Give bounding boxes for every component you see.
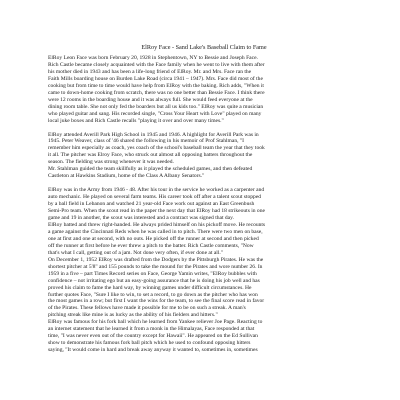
text-line: 1945. Peter Weaver, class of '46 shared the following in his memoir of Prof Stahlman, "I xyxy=(48,138,244,145)
text-line: ElRoy was famous for his fork ball which he learned from Yankee reliever Joe Page. Reacting to xyxy=(48,319,263,326)
document-body xyxy=(48,55,360,354)
text-line: his mother died in 1943 and has been a life-long friend of ElRoy. Mr. and Mrs. Face ran the xyxy=(48,68,252,75)
text-line: Semi-Pro team. When the scout read in the paper the next day that ElRoy had 18 strikeouts in one xyxy=(48,208,265,215)
text-line: remember him especially as coach, yes coach of the school's baseball team the year that they took xyxy=(48,145,265,152)
text-line: saying, "It would come in hard and break away anyway it wanted to, sometimes in, sometimes xyxy=(48,347,258,354)
text-line: of the Pirates. These fellows have made it possible for me to be on such a streak. A man's xyxy=(48,305,246,312)
paragraph-2 xyxy=(48,132,360,181)
text-line: ElRoy was in the Army from 1946 - 48. After his tour in the service he worked as a carpenter and xyxy=(48,187,265,194)
text-line: game and 19 in another, the scout was interested and a contract was signed that day. xyxy=(48,215,234,222)
text-line: Rich Castle became closely acquainted with the Face family when he went to live with them after xyxy=(48,61,265,68)
text-line: auto mechanic. He played on several farm teams. His career took off after a talent scout stopped xyxy=(48,194,262,201)
text-line: shortest pitcher at 5'8" and 155 pounds to take the mound for the Pirates and wore number 26. In xyxy=(48,263,263,270)
text-line: Castleton at Hawkins Stadium, home of the Class A Albany Senators." xyxy=(48,173,205,180)
paragraph-3 xyxy=(48,187,360,354)
text-line: show to demonstrate his famous fork ball pitch which he used to confound opposing hitters xyxy=(48,340,251,347)
text-line: season. The fielding was strong whenever it was needed. xyxy=(48,159,174,166)
text-line: it all. The pitcher was Elroy Face, who struck out almost all opposing batters throughout the xyxy=(48,152,253,159)
text-line: were 12 rooms in the boarding house and it was always full. She would feed everyone at the xyxy=(48,96,253,103)
text-line: who played guitar and sang. His recorded single, "Cross Your Heart with Love" played on many xyxy=(48,110,262,117)
text-line: further quotes Face, "Sure I like to win, to set a record, to go down as the pitcher who has won xyxy=(48,291,258,298)
text-line: Faith Mills boarding house on Burden Lake Road (circa 1941 – 1947). Mrs. Face did most of the xyxy=(48,75,263,82)
text-line: a game against the Cincinnati Reds when he was called in to pitch. There were two men on base, xyxy=(48,228,263,235)
text-line: that's what I call, getting out of a jam. Not done very often, if ever done at all." xyxy=(48,249,224,256)
text-line: local juke boxes and Rich Castle recalls "playing it over and over many times." xyxy=(48,117,224,124)
text-line: dining room table. She not only fed the boarders but all us kids too." ElRoy was quite a musician xyxy=(48,103,264,110)
text-line: proved his claim to fame the hard way, by winning games under difficult circumstances. He xyxy=(48,284,252,291)
text-line: pitching streak like mine is as lucky as the ability of his fielders and hitters." xyxy=(48,312,218,319)
text-line: confidence – not irritating ego but an easy-going assurance that he is doing his job well and has xyxy=(48,277,260,284)
text-line: the most games in a row; but first I want the wins for the team, to see the final score read in favor xyxy=(48,298,265,305)
text-line: one at first and one at second, with no outs. He picked off the runner at second and then picked xyxy=(48,235,259,242)
text-line: ElRoy attended Averill Park High School in 1945 and 1946. A highlight for Averill Park was in xyxy=(48,131,259,138)
text-line: by a ball field in Lebanon and watched 21 year-old Face work out against an East Greenbush xyxy=(48,201,255,208)
text-line: ElRoy Leon Face was born February 20, 1928 in Stephentown, NY to Bessie and Joseph Face. xyxy=(48,55,258,61)
text-line: On December 1, 1952 ElRoy was drafted from the Dodgers by the Pittsburgh Pirates. He was the xyxy=(48,256,264,263)
text-line: an internet statement that he learned it from a monk in the Himalayas, Face responded at that xyxy=(48,326,255,333)
text-line: time, "I was never even out of the country except for Hawaii". He appeared on the Ed Sullivan xyxy=(48,333,258,340)
text-line: ElRoy batted and threw right-handed. He always prided himself on his pickoff move. He recounts xyxy=(48,221,266,228)
text-line: 1959 in a five – part Times Record series on Face, George Yamin writes, "ElRoy bubbles with xyxy=(48,270,257,277)
paragraph-1 xyxy=(48,55,360,125)
text-line: Mr. Stahlman guided the team skillfully as it played the scheduled games, and then defeated xyxy=(48,166,253,173)
text-line: off the runner at first before he ever threw a pitch to the batter. Rich Castle comments, "Now xyxy=(48,242,254,249)
text-line: cooking but from time to time would have help from ElRoy with the baking. Rich adds, "When it xyxy=(48,82,264,89)
document-title: ElRoy Face - Sand Lake's Baseball Claim to Fame xyxy=(141,44,267,51)
text-line: came to down-home cooking from scratch, there was no one better than Bessie Face. I think there xyxy=(48,89,265,96)
